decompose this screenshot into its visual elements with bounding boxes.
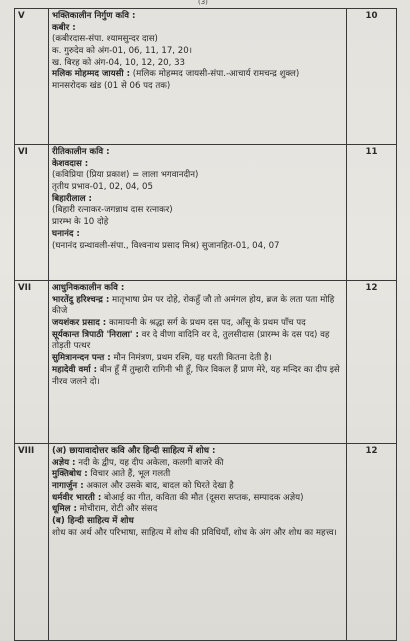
content-line — [52, 528, 343, 540]
content-line — [52, 46, 343, 58]
unit-number: V — [15, 9, 49, 145]
line-text: सुमित्रानन्दन पन्त : — [52, 353, 111, 364]
content-line — [52, 182, 343, 194]
line-detail: मातृभाषा प्रेम पर दोहे, रोकहुँ जौ तो अमंगल होय, ब्रज के लता पता मोहि कीजे — [52, 294, 335, 317]
content-line — [52, 458, 343, 470]
unit-hours: 10 — [347, 9, 397, 145]
line-text: (अ) छायावादोत्तर कवि और हिन्दी साहित्य में शोध : — [52, 446, 216, 456]
line-text: शोध का अर्थ और परिभाषा, साहित्य में शोध की प्रविधियाँ, शोध के अंग और शोध का महत्त्व। — [52, 527, 337, 538]
line-detail: अकाल और उसके बाद, बादल को घिरते देखा है — [83, 481, 234, 492]
content-line — [52, 504, 343, 516]
content-line — [52, 229, 343, 241]
line-text: रीतिकालीन कवि : — [52, 147, 110, 157]
content-line — [52, 194, 343, 206]
line-text: प्रारम्भ के 10 दोहे — [52, 217, 109, 228]
line-text: मानसरोदक खंड (01 से 06 पद तक) — [52, 81, 171, 92]
content-line — [52, 330, 343, 353]
line-text: क. गुरुदेव को अंग-01, 06, 11, 17, 20। — [52, 46, 192, 57]
line-text: भक्तिकालीन निर्गुण कवि : — [52, 11, 136, 21]
line-text: तृतीय प्रभाव-01, 02, 04, 05 — [52, 182, 153, 193]
line-text: जयशंकर प्रसाद : — [52, 318, 107, 329]
unit-content — [49, 281, 347, 444]
unit-row — [15, 281, 397, 444]
content-line — [52, 493, 343, 505]
unit-content — [49, 9, 347, 145]
unit-content — [49, 444, 347, 641]
line-detail: मोचीराम, रोटी और संसद — [76, 504, 158, 515]
unit-hours: 11 — [347, 145, 397, 281]
line-text: (कविप्रिया (प्रिया प्रकाश) = लाला भगवानदीन) — [52, 170, 199, 181]
content-line — [52, 34, 343, 46]
content-line — [52, 353, 343, 365]
content-line — [52, 23, 343, 35]
line-text: धूमिल : — [52, 504, 77, 515]
line-text: अज्ञेय : — [52, 457, 76, 468]
content-line — [52, 147, 343, 159]
content-line — [52, 205, 343, 217]
content-line — [52, 446, 343, 458]
content-line — [52, 318, 343, 330]
syllabus-table — [14, 8, 397, 641]
unit-content — [49, 145, 347, 281]
line-detail: बोआई का गीत, कविता की मौत (दूसरा सप्तक, सम्पादक अज्ञेय) — [101, 492, 304, 503]
line-detail: मौन निमंत्रण, प्रथम रश्मि, यह धरती कितना देती है। — [110, 353, 272, 364]
content-line — [52, 159, 343, 171]
line-text: ख. बिरह को अंग-04, 10, 12, 20, 33 — [52, 57, 186, 68]
line-text: (घनानंद ग्रन्थावली-संपा., विश्वनाथ प्रसाद मिश्र) सुजानहित-01, 04, 07 — [52, 240, 280, 251]
line-text: (कबीरदास-संपा. श्यामसुन्दर दास) — [52, 34, 158, 45]
line-detail: (मलिक मोहम्मद जायसी-संपा.-आचार्य रामचन्द्र शुक्ल) — [130, 69, 300, 80]
content-line — [52, 69, 343, 81]
unit-number: VI — [15, 145, 49, 281]
line-text: नागार्जुन : — [52, 481, 84, 492]
line-text: (बिहारी रत्नाकर-जगन्नाथ दास रत्नाकर) — [52, 205, 173, 216]
content-line — [52, 295, 343, 318]
line-detail: बीन हूँ मैं तुम्हारी रागिनी भी हूँ, फिर विकल हैं प्राण मेरे, यह मन्दिर का दीप इसे नीरव जलने दो। — [52, 364, 340, 387]
line-text: केशवदास : — [52, 158, 89, 169]
content-line — [52, 469, 343, 481]
line-text: सूर्यकान्त त्रिपाठी 'निराला' : — [52, 329, 139, 340]
unit-number: VIII — [15, 444, 49, 641]
content-line — [52, 81, 343, 93]
content-line — [52, 58, 343, 70]
content-line — [52, 170, 343, 182]
line-text: आधुनिककालीन कवि : — [52, 283, 125, 293]
content-line — [52, 283, 343, 295]
unit-hours: 12 — [347, 281, 397, 444]
unit-number: VII — [15, 281, 49, 444]
line-detail: विचार आते हैं, भूल गलती — [87, 469, 171, 480]
unit-hours: 12 — [347, 444, 397, 641]
line-detail: नदी के द्वीप, यह दीप अकेला, कलगी बाजरे की — [75, 457, 224, 468]
content-line — [52, 11, 343, 23]
line-text: कबीर : — [52, 22, 76, 33]
unit-row — [15, 145, 397, 281]
line-text: मलिक मोहम्मद जायसी : — [52, 69, 131, 80]
unit-row — [15, 444, 397, 641]
content-line — [52, 516, 343, 528]
line-text: मुक्तिबोध : — [52, 469, 88, 480]
content-line — [52, 241, 343, 253]
line-text: (ब) हिन्दी साहित्य में शोध — [52, 516, 134, 527]
line-text: महादेवी वर्मा : — [52, 364, 98, 375]
line-text: घनानंद : — [52, 228, 80, 239]
content-line — [52, 365, 343, 388]
content-line — [52, 481, 343, 493]
content-line — [52, 217, 343, 229]
line-text: भारतेंदु हरिश्चन्द्र : — [52, 294, 110, 305]
line-detail: कामायनी के श्रद्धा सर्ग के प्रथम दस पद, आँसू के प्रथम पाँच पद — [106, 318, 306, 329]
unit-row — [15, 9, 397, 145]
line-text: बिहारीलाल : — [52, 193, 92, 204]
page-number: (3) — [198, 0, 208, 6]
line-detail: वर दे वीणा वादिनि वर दे, तुलसीदास (प्रारम्भ के दस पद) वह तोड़ती पत्थर — [52, 329, 330, 352]
line-text: धर्मवीर भारती : — [52, 492, 102, 503]
